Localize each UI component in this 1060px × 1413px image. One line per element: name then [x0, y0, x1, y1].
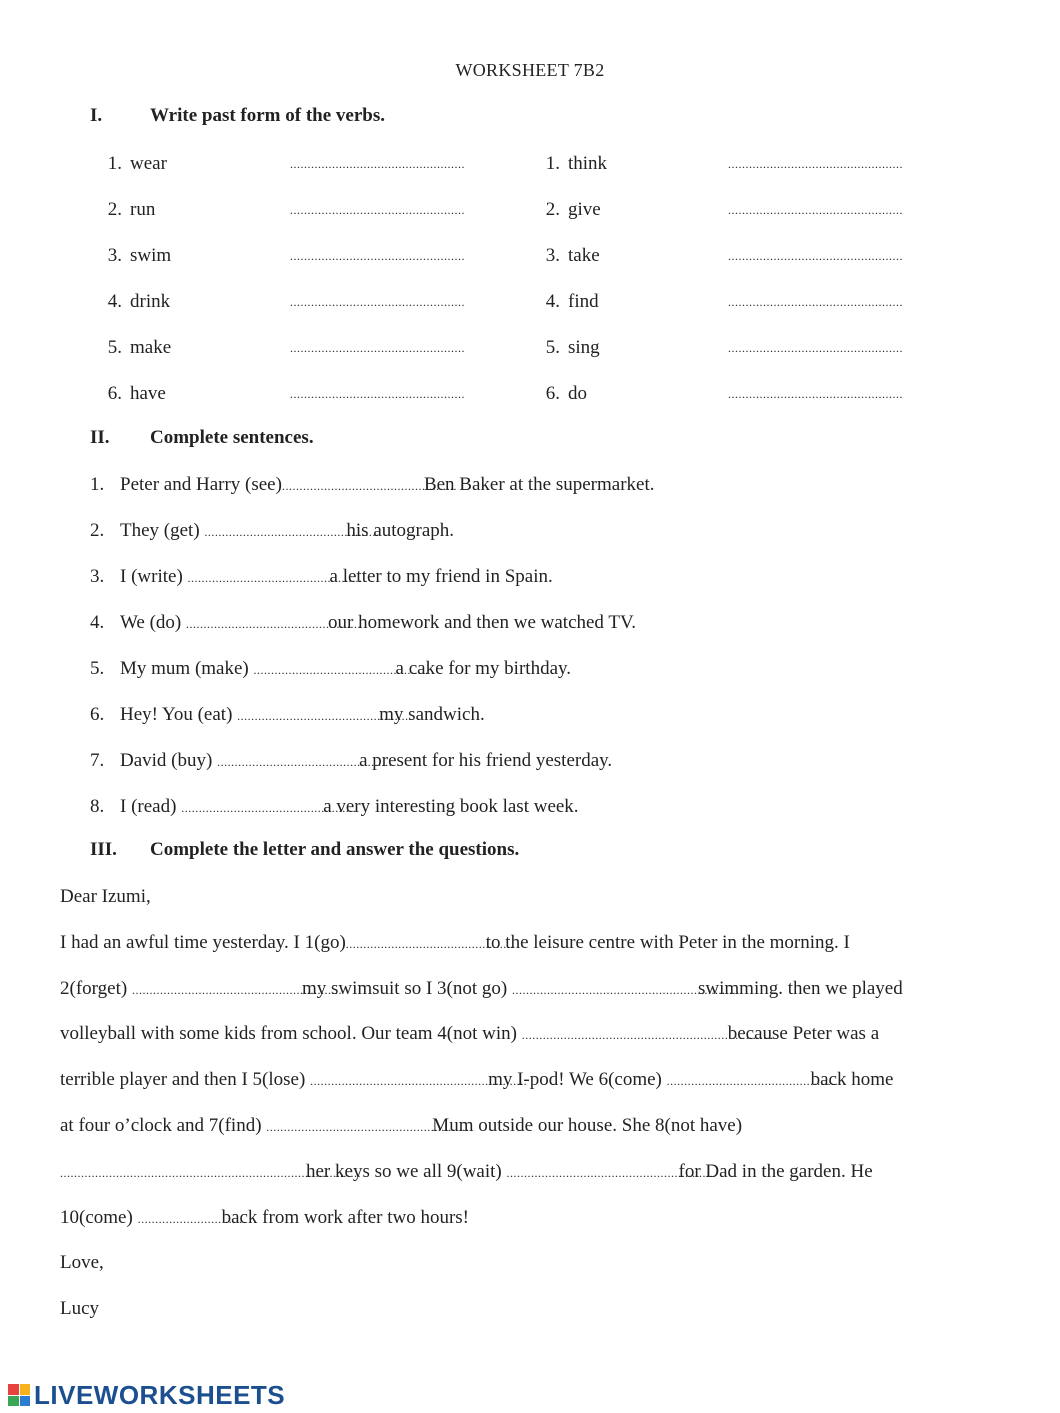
sentence-after: his autograph. [346, 520, 455, 541]
verb-word: make [130, 337, 172, 358]
sentence-after: a very interesting book last week. [323, 796, 579, 817]
sentence-blank[interactable]: .................................................. [237, 709, 413, 723]
sentence-2 [90, 518, 454, 544]
verb-word: take [568, 245, 600, 266]
verb-number: 1. [545, 153, 560, 174]
blank-1[interactable]: ................................................ [345, 937, 514, 951]
blank-8[interactable]: ...................................................................................... [60, 1166, 361, 1180]
letter-signature: Lucy [60, 1298, 100, 1319]
letter-line-7: 10(come) ..............................back from work after two hours! [60, 1205, 469, 1231]
verb-number: 5. [545, 337, 560, 358]
verb-word: swim [130, 245, 172, 266]
logo-square-red [8, 1384, 19, 1395]
verb-answer-blank[interactable]: .................................................. [728, 341, 903, 355]
letter-closing: Love, [60, 1252, 104, 1273]
sentence-after: Ben Baker at the supermarket. [423, 474, 655, 495]
sentence-after: a present for his friend yesterday. [359, 750, 613, 771]
letter-line-5: at four o’clock and 7(find) ..........................................................Mum outside our house. She 8(not have) [60, 1113, 742, 1139]
verb-answer-blank[interactable]: .................................................. [290, 387, 465, 401]
verb-item-left-1 [90, 151, 465, 177]
sentence-blank[interactable]: .................................................. [253, 663, 429, 677]
blank-4[interactable]: ........................................................................ [521, 1028, 774, 1042]
sentence-before: My mum (make) [120, 658, 254, 679]
verb-word: wear [130, 153, 167, 174]
letter-line-3: volleyball with some kids from school. Our team 4(not win) ........................................................................because Peter was a [60, 1021, 879, 1047]
verb-number: 4. [107, 291, 122, 312]
blank-10[interactable]: .............................. [137, 1212, 243, 1226]
section-2-roman: II. [90, 427, 110, 448]
verb-number: 1. [107, 153, 122, 174]
sentence-after: a letter to my friend in Spain. [329, 566, 553, 587]
sentence-3 [90, 564, 553, 590]
verb-answer-blank[interactable]: .................................................. [728, 295, 903, 309]
verb-item-right-3 [528, 243, 903, 269]
sentence-number: 4. [90, 612, 105, 633]
verb-number: 2. [107, 199, 122, 220]
blank-6[interactable]: .................................................. [666, 1074, 842, 1088]
sentence-before: We (do) [120, 612, 186, 633]
verb-word: think [568, 153, 608, 174]
section-2-heading [90, 427, 314, 449]
logo-square-yellow [20, 1384, 31, 1395]
sentence-before: I (read) [120, 796, 182, 817]
verb-answer-blank[interactable]: .................................................. [290, 295, 465, 309]
sentence-before: David (buy) [120, 750, 218, 771]
liveworksheets-logo-icon [8, 1384, 30, 1406]
sentence-blank[interactable]: .................................................. [181, 801, 357, 815]
verb-item-right-2 [528, 197, 903, 223]
verb-item-right-4 [528, 289, 903, 315]
verb-word: have [130, 383, 166, 404]
letter-line-4: terrible player and then I 5(lose) ..............................................................my I-pod! We 6(come) ..................................................back home [60, 1067, 893, 1093]
verb-answer-blank[interactable]: .................................................. [728, 249, 903, 263]
verb-item-left-3 [90, 243, 465, 269]
blank-5[interactable]: .............................................................. [310, 1074, 528, 1088]
verb-item-right-5 [528, 335, 903, 361]
sentence-number: 1. [90, 474, 105, 495]
sentence-blank[interactable]: .................................................. [217, 755, 393, 769]
sentence-7 [90, 748, 612, 774]
letter-greeting: Dear Izumi, [60, 886, 151, 907]
verb-number: 6. [107, 383, 122, 404]
verb-item-left-4 [90, 289, 465, 315]
verb-item-left-2 [90, 197, 465, 223]
sentence-blank[interactable]: .................................................. [281, 479, 457, 493]
section-1-title: Write past form of the verbs. [150, 105, 385, 126]
sentence-before: They (get) [120, 520, 205, 541]
verb-item-right-6 [528, 381, 903, 407]
sentence-8 [90, 794, 579, 820]
verb-number: 4. [545, 291, 560, 312]
sentence-5 [90, 656, 571, 682]
sentence-after: a cake for my birthday. [395, 658, 572, 679]
verb-answer-blank[interactable]: .................................................. [728, 387, 903, 401]
section-3-heading [90, 839, 519, 861]
verb-answer-blank[interactable]: .................................................. [728, 157, 903, 171]
sentence-blank[interactable]: .................................................. [204, 525, 380, 539]
verb-item-left-6 [90, 381, 465, 407]
sentence-number: 3. [90, 566, 105, 587]
verb-word: give [568, 199, 601, 220]
section-2-title: Complete sentences. [150, 427, 314, 448]
sentence-before: I (write) [120, 566, 188, 587]
section-1-heading [90, 105, 385, 127]
verb-number: 5. [107, 337, 122, 358]
verb-item-left-5 [90, 335, 465, 361]
sentence-blank[interactable]: .................................................. [187, 571, 363, 585]
worksheet-title: WORKSHEET 7B2 [455, 60, 605, 80]
sentence-blank[interactable]: .................................................. [186, 617, 361, 631]
verb-answer-blank[interactable]: .................................................. [728, 203, 903, 217]
verb-word: find [568, 291, 599, 312]
verb-number: 3. [107, 245, 122, 266]
section-3-roman: III. [90, 839, 117, 860]
sentence-number: 2. [90, 520, 105, 541]
verb-number: 3. [545, 245, 560, 266]
letter-line-1: I had an awful time yesterday. I 1(go)................................................to the leisure centre with Peter in the morning. I [60, 930, 850, 956]
sentence-number: 7. [90, 750, 105, 771]
liveworksheets-logo-text: LIVEWORKSHEETS [34, 1379, 286, 1410]
sentence-6 [90, 702, 485, 728]
sentence-after: our homework and then we watched TV. [328, 612, 636, 633]
sentence-number: 5. [90, 658, 105, 679]
sentence-1 [90, 472, 655, 498]
liveworksheets-logo[interactable] [8, 1380, 285, 1410]
sentence-number: 6. [90, 704, 105, 725]
verb-number: 6. [545, 383, 560, 404]
letter-line-2: 2(forget) ............................................................my swimsuit so I 3(not go) ..................................................................swimming. then we played [60, 976, 903, 1002]
verb-number: 2. [545, 199, 560, 220]
blank-7[interactable]: .......................................................... [266, 1120, 470, 1134]
section-1-roman: I. [90, 105, 103, 126]
verb-answer-blank[interactable]: .................................................. [290, 341, 465, 355]
blank-9[interactable]: ............................................................ [506, 1166, 717, 1180]
logo-square-green [8, 1396, 19, 1407]
verb-item-right-1 [528, 151, 903, 177]
sentence-number: 8. [90, 796, 105, 817]
logo-square-blue [20, 1396, 31, 1407]
blank-2[interactable]: ............................................................ [131, 983, 342, 997]
sentence-4 [90, 610, 636, 636]
verb-answer-blank[interactable]: .................................................. [290, 157, 465, 171]
section-3-title: Complete the letter and answer the questions. [150, 839, 520, 860]
verb-word: drink [130, 291, 171, 312]
letter-line-6: ......................................................................................her keys so we all 9(wait) ............................................................for Dad in the garden. He [60, 1159, 873, 1185]
blank-3[interactable]: .................................................................. [512, 983, 743, 997]
verb-word: do [568, 383, 587, 404]
verb-answer-blank[interactable]: .................................................. [290, 249, 465, 263]
sentence-before: Peter and Harry (see) [120, 474, 282, 495]
sentence-after: my sandwich. [379, 704, 485, 725]
verb-answer-blank[interactable]: .................................................. [290, 203, 465, 217]
sentence-before: Hey! You (eat) [120, 704, 238, 725]
verb-word: sing [568, 337, 600, 358]
verb-word: run [130, 199, 156, 220]
